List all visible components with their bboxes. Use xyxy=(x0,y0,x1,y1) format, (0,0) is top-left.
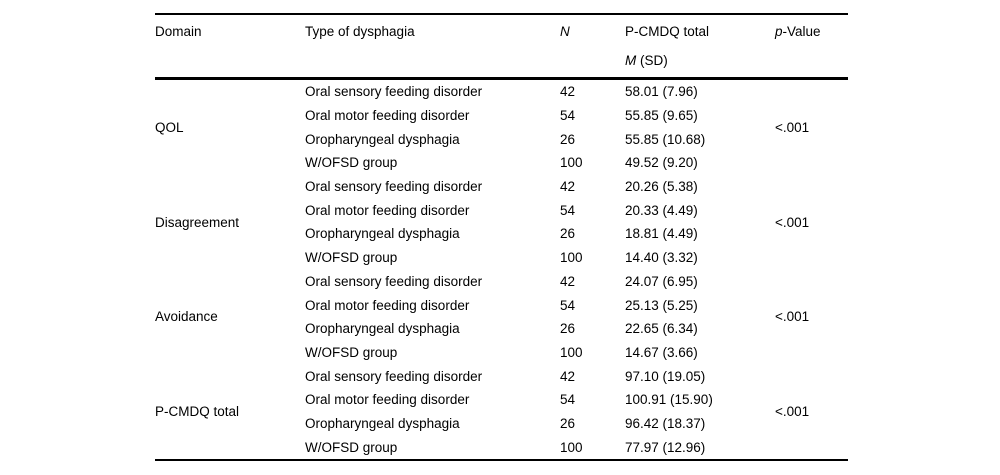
table-row xyxy=(155,175,848,199)
header-n xyxy=(560,14,625,79)
type-cell: Oral sensory feeding disorder xyxy=(305,84,483,100)
msd-cell: 96.42 (18.37) xyxy=(625,415,706,431)
table-row xyxy=(155,79,848,104)
header-pcmdq-total-line1: P-CMDQ total xyxy=(625,24,710,39)
msd-cell: 14.67 (3.66) xyxy=(625,344,698,360)
n-cell: 100 xyxy=(560,439,583,455)
type-cell: Oral sensory feeding disorder xyxy=(305,273,483,289)
msd-cell: 97.10 (19.05) xyxy=(625,368,706,384)
table-container xyxy=(155,13,848,461)
pvalue-cell: <.001 xyxy=(775,119,810,135)
n-cell: 42 xyxy=(560,179,576,195)
n-cell: 26 xyxy=(560,415,576,431)
msd-cell: 55.85 (10.68) xyxy=(625,131,706,147)
n-cell: 100 xyxy=(560,344,583,360)
domain-cell: QOL xyxy=(155,119,184,135)
type-cell: W/OFSD group xyxy=(305,344,398,360)
header-pvalue-label xyxy=(775,15,848,47)
type-cell: Oral motor feeding disorder xyxy=(305,202,470,218)
header-row xyxy=(155,14,848,79)
n-cell: 42 xyxy=(560,273,576,289)
msd-cell: 77.97 (12.96) xyxy=(625,439,706,455)
type-cell: Oropharyngeal dysphagia xyxy=(305,131,460,147)
msd-cell: 58.01 (7.96) xyxy=(625,84,698,100)
type-cell: W/OFSD group xyxy=(305,250,398,266)
type-cell: Oral motor feeding disorder xyxy=(305,108,470,124)
n-cell: 54 xyxy=(560,297,576,313)
header-m-label: M xyxy=(625,53,637,68)
n-cell: 26 xyxy=(560,226,576,242)
msd-cell: 14.40 (3.32) xyxy=(625,250,698,266)
header-pvalue xyxy=(775,14,848,79)
domain-cell: P-CMDQ total xyxy=(155,404,240,420)
header-domain-label: Domain xyxy=(155,24,202,39)
type-cell: Oropharyngeal dysphagia xyxy=(305,415,460,431)
msd-cell: 55.85 (9.65) xyxy=(625,108,698,124)
n-cell: 42 xyxy=(560,84,576,100)
type-cell: W/OFSD group xyxy=(305,439,398,455)
type-cell: Oropharyngeal dysphagia xyxy=(305,226,460,242)
group-qol xyxy=(155,79,848,175)
pvalue-cell: <.001 xyxy=(775,214,810,230)
n-cell: 54 xyxy=(560,392,576,408)
n-cell: 26 xyxy=(560,131,576,147)
msd-cell: 25.13 (5.25) xyxy=(625,297,698,313)
type-cell: Oropharyngeal dysphagia xyxy=(305,321,460,337)
type-cell: W/OFSD group xyxy=(305,155,398,171)
table-header xyxy=(155,14,848,79)
msd-cell: 24.07 (6.95) xyxy=(625,273,698,289)
header-p-italic: p xyxy=(775,24,783,39)
msd-cell: 20.33 (4.49) xyxy=(625,202,698,218)
n-cell: 100 xyxy=(560,155,583,171)
type-cell: Oral sensory feeding disorder xyxy=(305,368,483,384)
msd-cell: 49.52 (9.20) xyxy=(625,155,698,171)
type-cell: Oral motor feeding disorder xyxy=(305,297,470,313)
table-row xyxy=(155,364,848,388)
table-row xyxy=(155,270,848,294)
header-sd-label: (SD) xyxy=(636,53,668,68)
n-cell: 42 xyxy=(560,368,576,384)
group-avoidance xyxy=(155,270,848,365)
msd-cell: 18.81 (4.49) xyxy=(625,226,698,242)
msd-cell: 100.91 (15.90) xyxy=(625,392,713,408)
header-pcmdq-total xyxy=(625,14,775,79)
n-cell: 54 xyxy=(560,202,576,218)
group-pcmdq-total xyxy=(155,364,848,460)
msd-cell: 22.65 (6.34) xyxy=(625,321,698,337)
domain-cell: Avoidance xyxy=(155,309,218,325)
n-cell: 100 xyxy=(560,250,583,266)
group-disagreement xyxy=(155,175,848,270)
pvalue-cell: <.001 xyxy=(775,309,810,325)
statistics-table xyxy=(155,13,848,461)
header-n-label: N xyxy=(560,24,570,39)
pvalue-cell: <.001 xyxy=(775,404,810,420)
header-p-rest: -Value xyxy=(782,24,821,39)
type-cell: Oral motor feeding disorder xyxy=(305,392,470,408)
header-type xyxy=(305,14,560,79)
header-domain xyxy=(155,14,305,79)
n-cell: 54 xyxy=(560,108,576,124)
header-pcmdq-total-line2 xyxy=(625,47,775,77)
n-cell: 26 xyxy=(560,321,576,337)
msd-cell: 20.26 (5.38) xyxy=(625,179,698,195)
type-cell: Oral sensory feeding disorder xyxy=(305,179,483,195)
domain-cell: Disagreement xyxy=(155,214,240,230)
header-type-label: Type of dysphagia xyxy=(305,24,415,39)
